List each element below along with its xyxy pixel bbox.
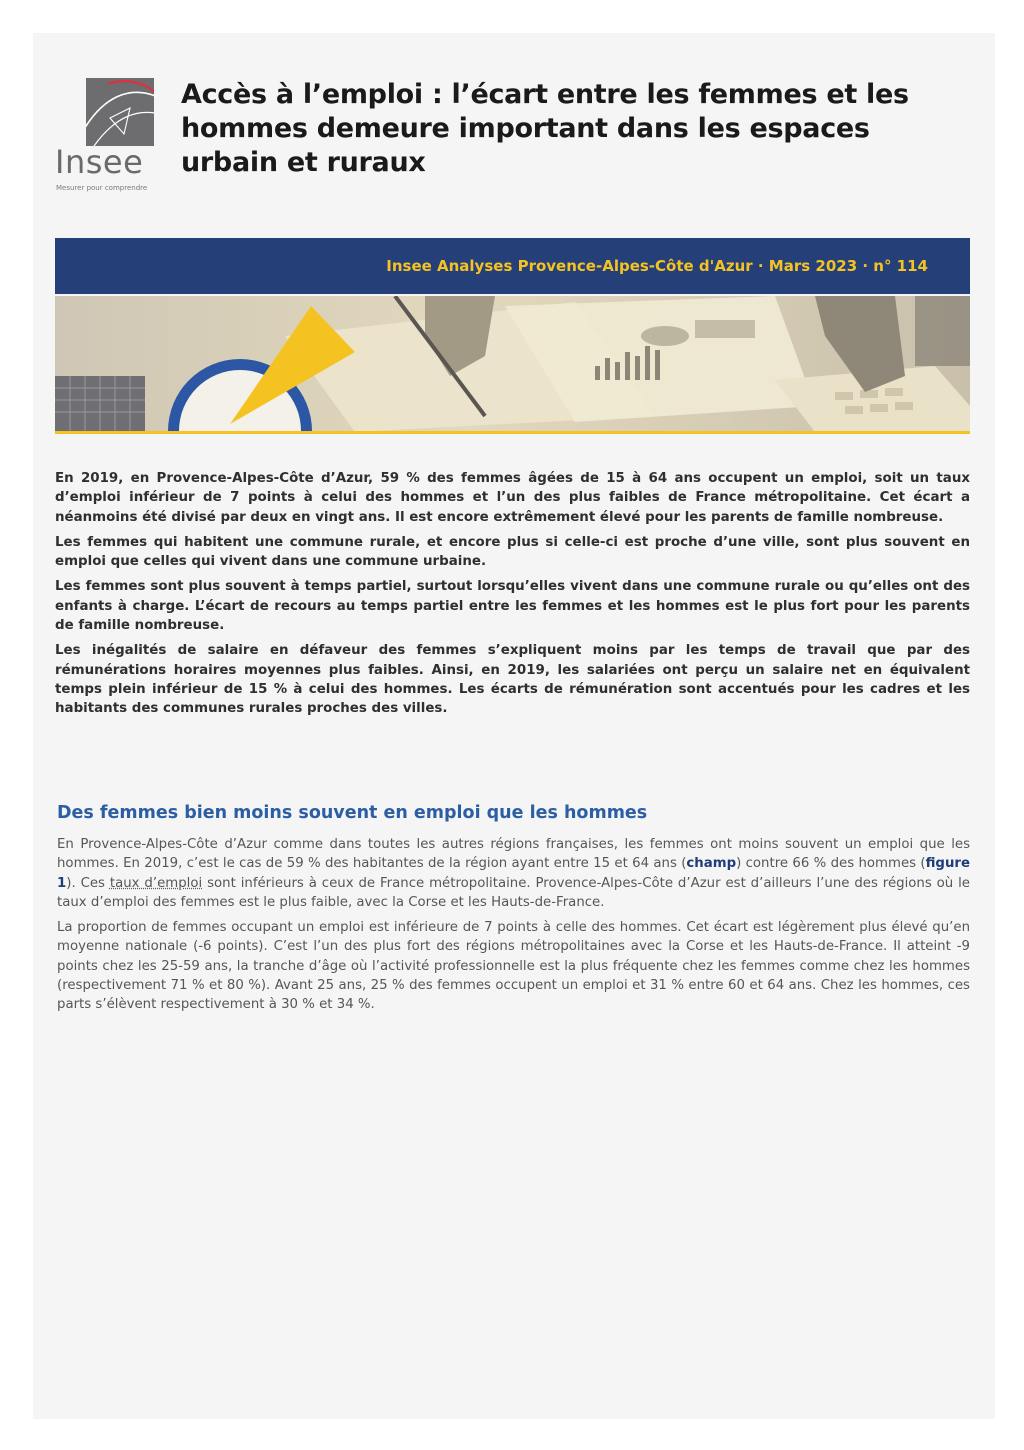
- banner-bar: [55, 238, 970, 294]
- body-paragraph: La proportion de femmes occupant un emploi est inférieure de 7 points à celle des hommes. Cet écart est légèrement plus élevé qu’en moyenne nationale (-6 points). C’est l’un des plus fort des régions métropolitaines avec la Corse et les Hauts-de-France. Il atteint -9 points chez les 25-59 ans, la tranche d’âge où l’activité professionnelle est la plus fréquente chez les femmes comme chez les hommes (respectivement 71 % et 80 %). Avant 25 ans, 25 % des femmes occupent un emploi et 31 % entre 60 et 64 ans. Chez les hommes, ces parts s’élèvent respectivement à 30 % et 34 %.: [57, 920, 970, 1013]
- page: [33, 33, 995, 1419]
- text-run: En Provence-Alpes-Côte d’Azur comme dans toutes les autres régions françaises, les femmes ont moins souvent un emploi que les hommes. En 2019, c’est le cas de 59 % des habitantes de la région ayant entre 15 et 64 ans (: [57, 837, 970, 872]
- publication-series: Insee Analyses Provence-Alpes-Côte d'Azur · Mars 2023 · n° 114: [386, 257, 928, 275]
- banner-illustration: [55, 296, 970, 432]
- summary-paragraph: Les femmes qui habitent une commune rurale, et encore plus si celle-ci est proche d’une ville, sont plus souvent en emploi que celles qui vivent dans une commune urbaine.: [55, 534, 970, 570]
- page-title: Accès à l’emploi : l’écart entre les femmes et les hommes demeure important dans les espaces urbain et ruraux: [181, 79, 909, 178]
- summary-paragraph: Les femmes sont plus souvent à temps partiel, surtout lorsqu’elles vivent dans une commune rurale ou qu’elles ont des enfants à charge. L’écart de recours au temps partiel entre les femmes et les hommes est le plus fort pour les parents de famille nombreuse.: [55, 579, 970, 634]
- text-run: ) contre 66 % des hommes (: [736, 856, 926, 872]
- text-run: sont inférieurs à ceux de France métropolitaine. Provence-Alpes-Côte d’Azur est d’ailleurs l’une des régions où le taux d’emploi des femmes est le plus faible, avec la Corse et les Hauts-de-France.: [57, 875, 970, 910]
- text-run: ). Ces: [66, 875, 110, 891]
- summary-paragraph: Les inégalités de salaire en défaveur des femmes s’expliquent moins par les temps de travail que par des rémunérations horaires moyennes plus faibles. Ainsi, en 2019, les salariées ont perçu un salaire net en équivalent temps plein inférieur de 15 % à celui des hommes. Les écarts de rémunération sont accentués pour les cadres et les habitants des communes rurales proches des villes.: [55, 643, 970, 717]
- glossary-term-link[interactable]: taux d’emploi: [109, 875, 203, 891]
- insee-logo[interactable]: [55, 78, 159, 198]
- figure-1-link[interactable]: figure 1: [57, 856, 970, 891]
- section-body: [57, 835, 970, 1021]
- header-banner: [55, 238, 970, 434]
- summary-paragraph: En 2019, en Provence-Alpes-Côte d’Azur, 59 % des femmes âgées de 15 à 64 ans occupent un emploi, soit un taux d’emploi inférieur de 7 points à celui des hommes et l’un des plus faibles de France métropolitaine. Cet écart a néanmoins été divisé par deux en vingt ans. Il est encore extrêmement élevé pour les parents de famille nombreuse.: [55, 471, 970, 525]
- summary: [55, 469, 970, 725]
- logo-tagline: Mesurer pour comprendre: [56, 184, 148, 192]
- logo-mark-icon: [86, 78, 154, 146]
- champ-link[interactable]: champ: [686, 856, 737, 872]
- body-paragraph: [57, 835, 970, 912]
- section-title: Des femmes bien moins souvent en emploi que les hommes: [57, 803, 648, 823]
- logo-wordmark: Insee: [55, 143, 144, 181]
- keyboard-icon: [55, 376, 145, 432]
- banner-accent-line: [55, 431, 970, 434]
